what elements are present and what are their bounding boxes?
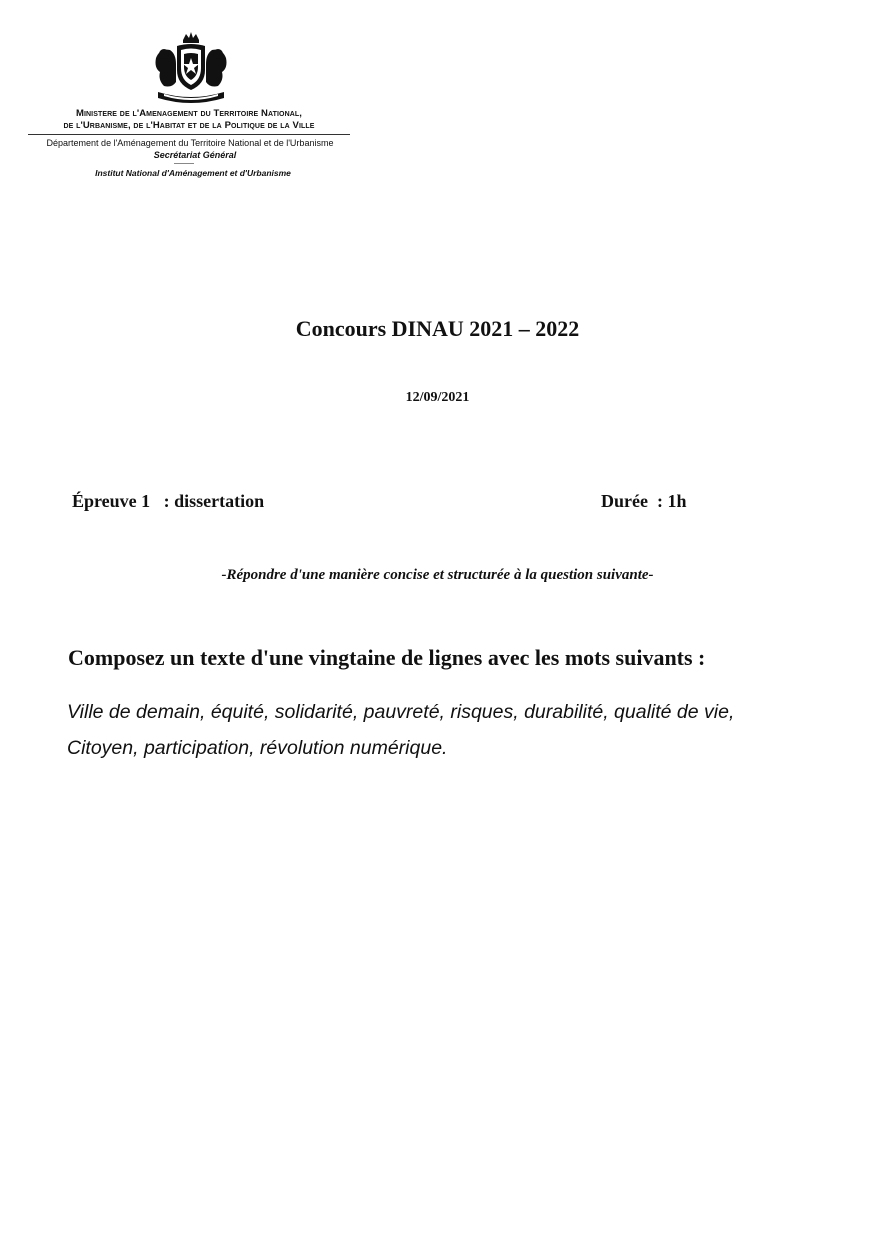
secretariat-name: Secrétariat Général <box>153 150 237 160</box>
institute-name: Institut National d'Aménagement et d'Urbanisme <box>95 168 291 178</box>
secretariat-divider <box>174 163 194 164</box>
exam-question: Composez un texte d'une vingtaine de lignes avec les mots suivants : <box>68 645 706 670</box>
exam-title: Concours DINAU 2021 – 2022 <box>295 316 580 341</box>
exam-duration: Durée : 1h <box>601 491 687 511</box>
ministry-divider <box>28 134 350 135</box>
exam-keywords: Ville de demain, équité, solidarité, pauvreté, risques, durabilité, qualité de vie, Citoyen, participation, révolution numérique. <box>67 701 735 759</box>
ministry-name-line2: de l'Urbanisme, de l'Habitat et de la Politique de la Ville <box>63 120 315 131</box>
ministry-name-line1: Ministere de l'Amenagement du Territoire National, <box>75 108 303 119</box>
exam-date: 12/09/2021 <box>405 390 470 405</box>
department-name: Département de l'Aménagement du Territoire National et de l'Urbanisme <box>46 138 334 148</box>
exam-instruction: -Répondre d'une manière concise et structurée à la question suivante- <box>221 567 654 583</box>
ministry-header <box>0 108 380 179</box>
morocco-coat-of-arms-icon <box>150 30 232 106</box>
exam-epreuve: Épreuve 1 : dissertation <box>72 491 265 511</box>
